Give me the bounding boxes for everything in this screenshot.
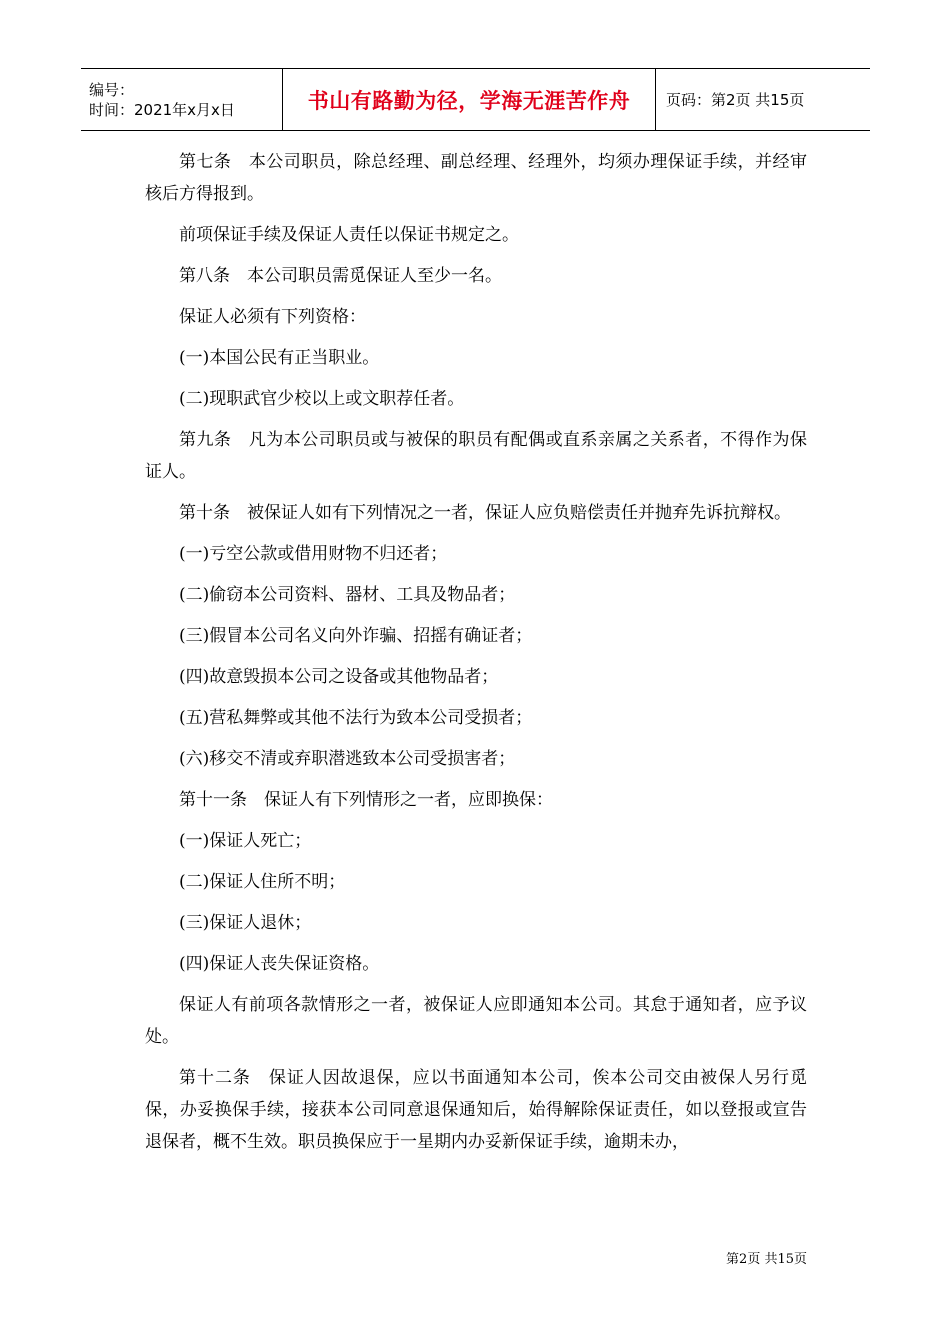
list-item: (四)故意毁损本公司之设备或其他物品者； [179,667,499,687]
list-item: (二)保证人住所不明； [179,872,346,892]
list-item: (三)保证人退休； [179,913,312,933]
list-item: (五)营私舞弊或其他不法行为致本公司受损者； [179,708,533,728]
paragraph: 第十一条 保证人有下列情形之一者，应即换保： [179,790,553,810]
paragraph: 第十二条 保证人因故退保，应以书面通知本公司，俟本公司交由被保人另行觅保，办妥换保手续，接获本公司同意退保通知后，始得解除保证责任，如以登报或宣告退保者，概不生效。职员换保应于一星期内办妥新保证手续，逾期未办， [145,1068,807,1152]
paragraph: 第八条 本公司职员需觅保证人至少一名。 [179,266,502,286]
list-item: (四)保证人丧失保证资格。 [179,954,380,974]
paragraph: 保证人有前项各款情形之一者，被保证人应即通知本公司。其怠于通知者，应予议处。 [145,995,807,1047]
document-time-label: 时间：2021年x月x日 [89,100,235,119]
list-item: (二)现职武官少校以上或文职荐任者。 [179,389,465,409]
document-number-label: 编号： [89,80,135,99]
paragraph: 第七条 本公司职员，除总经理、副总经理、经理外，均须办理保证手续，并经审核后方得报到。 [145,152,807,204]
paragraph: 第九条 凡为本公司职员或与被保的职员有配偶或直系亲属之关系者，不得作为保证人。 [145,430,807,482]
header-page-cell [656,69,870,130]
page-footer [726,1248,807,1267]
list-item: (二)偷窃本公司资料、器材、工具及物品者； [179,585,516,605]
document-body [145,146,807,1167]
list-item: (三)假冒本公司名义向外诈骗、招摇有确证者； [179,626,533,646]
header-page-number: 页码：第2页 共15页 [666,91,805,109]
header-motto-cell [283,69,656,130]
header-meta-cell [81,69,283,130]
list-item: (一)亏空公款或借用财物不归还者； [179,544,448,564]
page-header [81,68,870,131]
header-motto: 书山有路勤为径，学海无涯苦作舟 [307,88,631,113]
paragraph: 第十条 被保证人如有下列情况之一者，保证人应负赔偿责任并抛弃先诉抗辩权。 [179,503,791,523]
list-item: (一)本国公民有正当职业。 [179,348,380,368]
list-item: (一)保证人死亡； [179,831,312,851]
list-item: (六)移交不清或弃职潜逃致本公司受损害者； [179,749,516,769]
paragraph: 前项保证手续及保证人责任以保证书规定之。 [179,225,519,245]
paragraph: 保证人必须有下列资格： [179,307,366,327]
footer-page-number: 第2页 共15页 [726,1252,807,1267]
